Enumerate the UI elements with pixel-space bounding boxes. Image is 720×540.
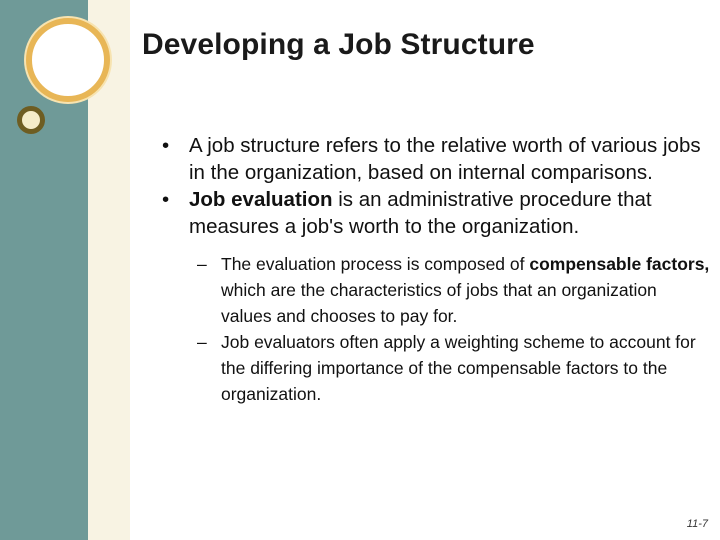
sub-bullet-marker: –	[197, 254, 207, 274]
bullet-text: A job structure refers to the relative worth of various jobs in the organization, based on internal comparisons.	[189, 134, 701, 184]
sub-bullet-marker: –	[197, 332, 207, 352]
bullet-marker: •	[162, 134, 170, 157]
bullet-list	[162, 132, 710, 407]
decorative-ring-small	[17, 106, 45, 134]
sub-bullet-text: which are the characteristics of jobs that an organization values and chooses to pay for.	[221, 280, 657, 326]
slide-title: Developing a Job Structure	[142, 28, 535, 61]
bullet-item	[162, 132, 710, 186]
sub-bullet-bold-term: compensable factors,	[529, 254, 710, 274]
bullet-bold-term: Job evaluation	[189, 188, 333, 211]
sub-bullet-prefix: The evaluation process is composed of	[221, 254, 530, 274]
sub-bullet-text: Job evaluators often apply a weighting scheme to account for the differing importance of the compensable factors to the organization.	[221, 332, 696, 404]
bullet-item	[162, 186, 710, 240]
sub-bullet-item	[162, 329, 710, 407]
bullet-text: is an administrative procedure that measures a job's worth to the organization.	[189, 188, 652, 238]
sub-bullet-item	[162, 251, 710, 329]
decorative-ring-large	[26, 18, 110, 102]
page-number: 11-7	[686, 518, 708, 530]
bullet-marker: •	[162, 188, 170, 211]
